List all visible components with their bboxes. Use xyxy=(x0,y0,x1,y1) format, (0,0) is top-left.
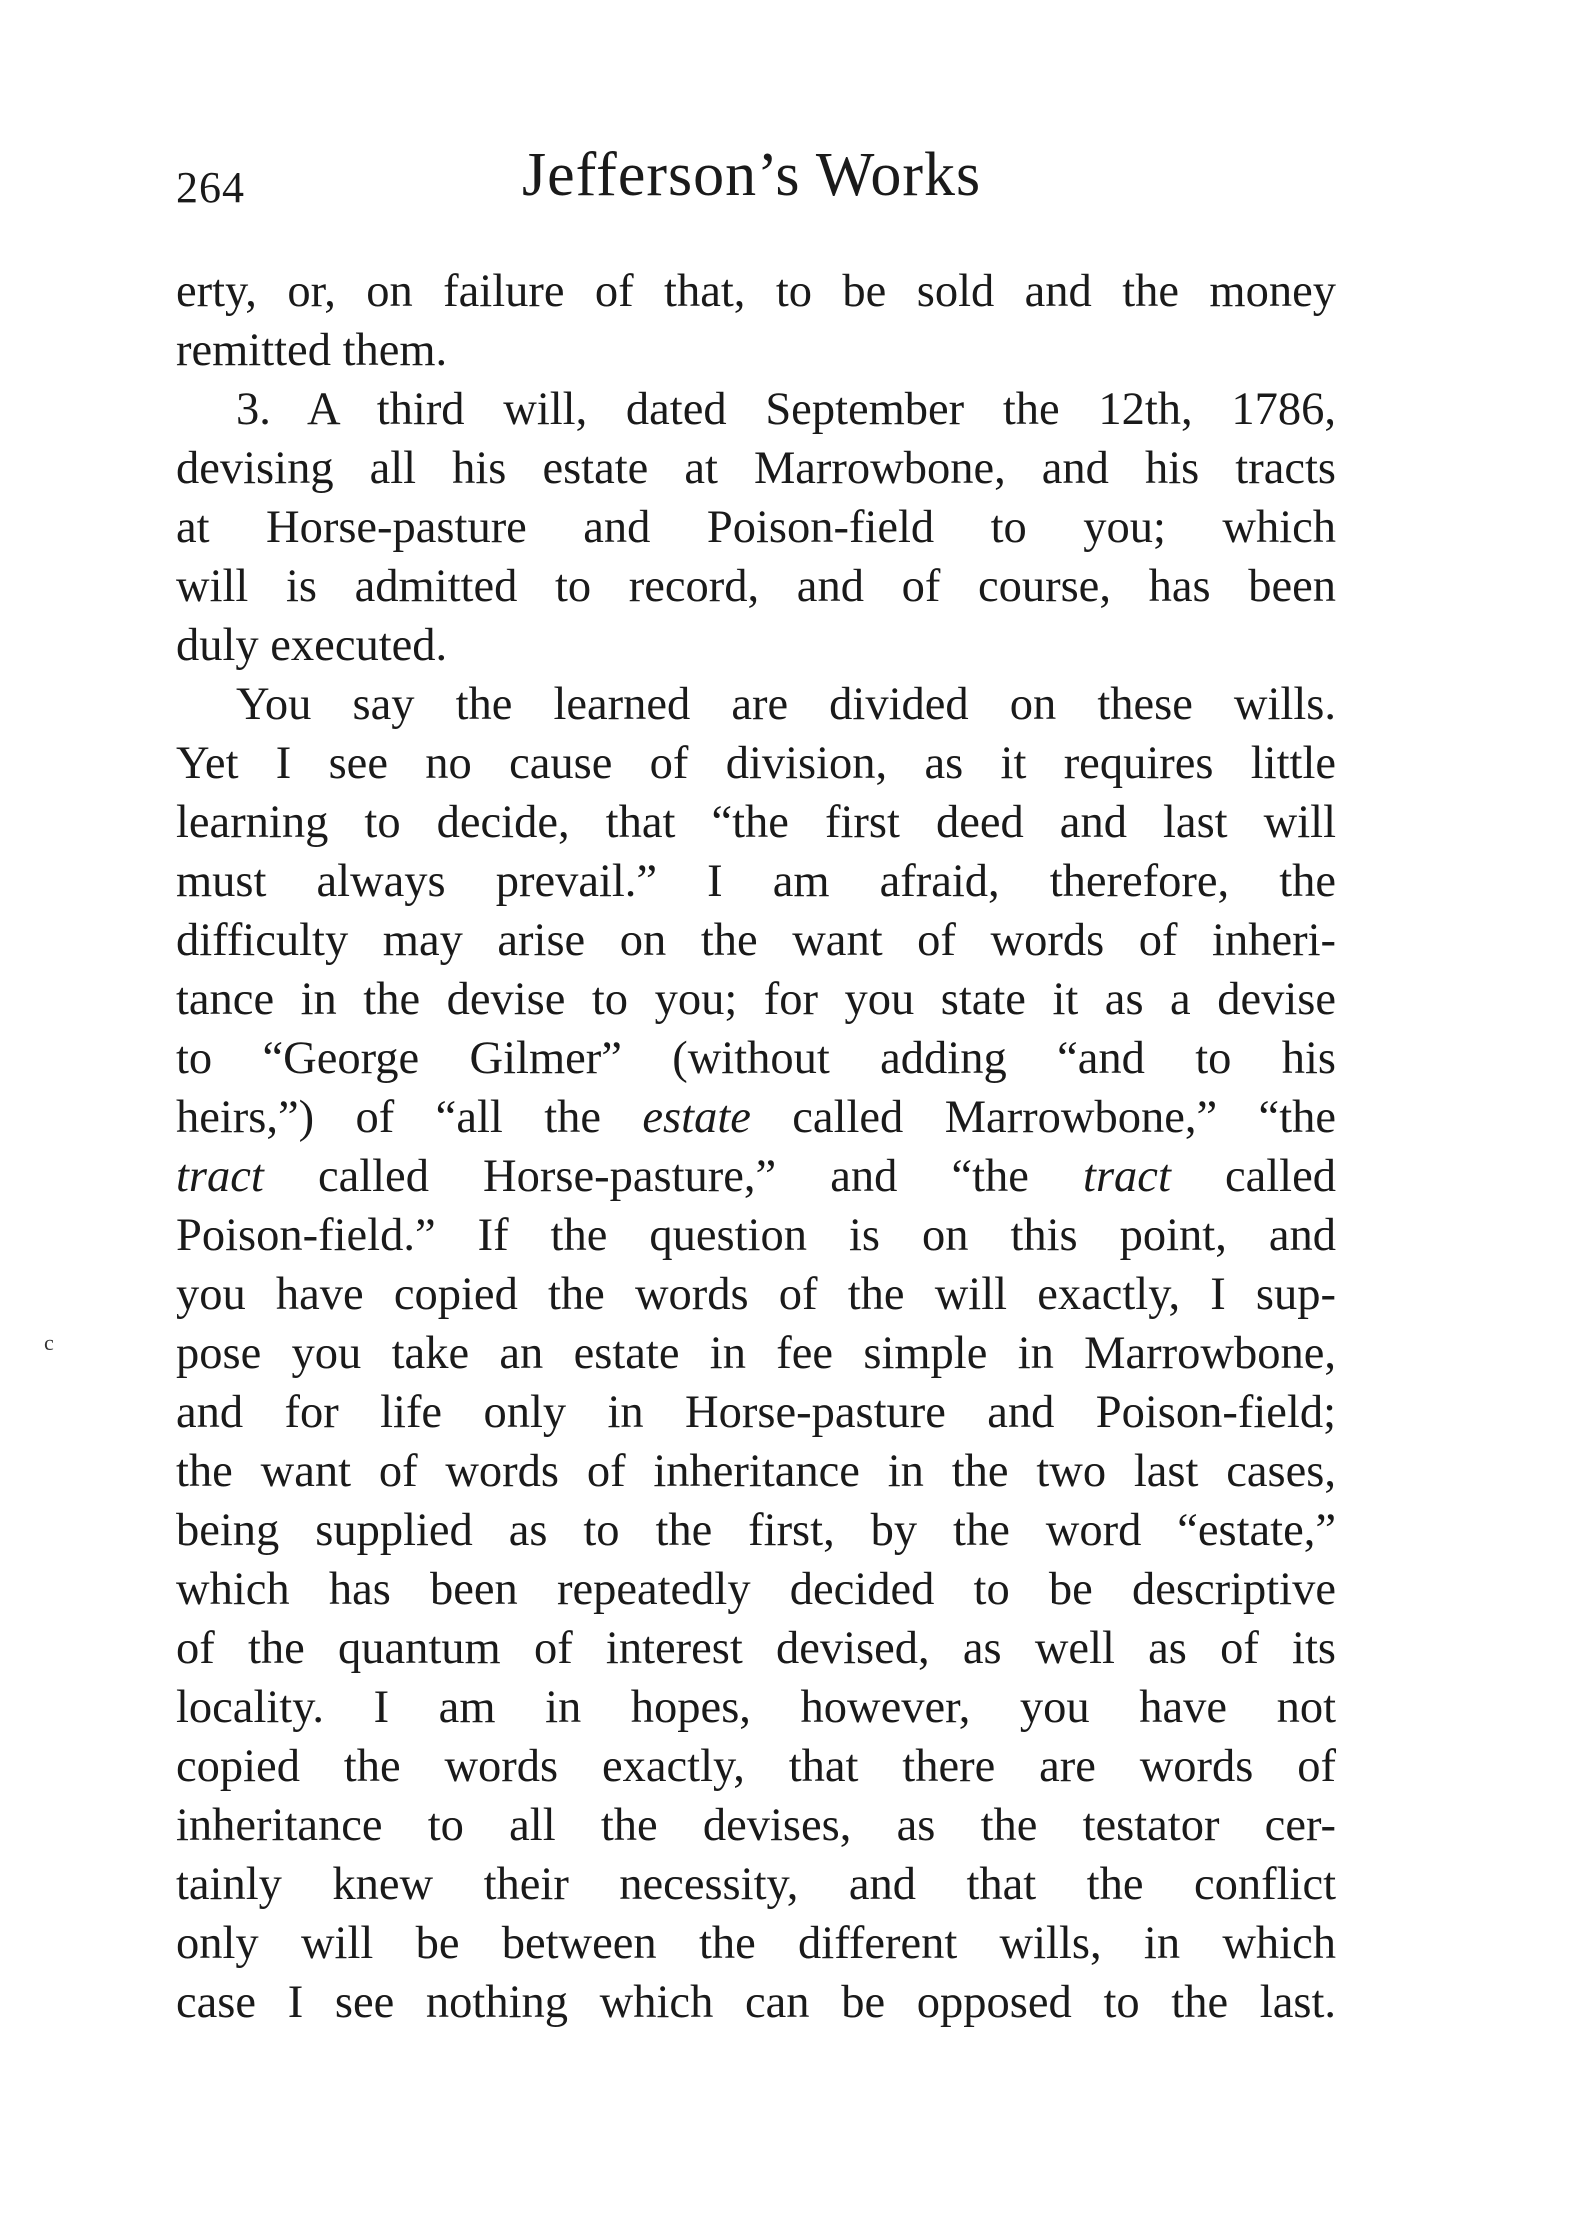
body-text xyxy=(176,262,1336,2032)
text-line: 3. A third will, dated September the 12th, 1786, xyxy=(236,384,1336,435)
text-line xyxy=(176,1147,1336,1206)
text-line: and for life only in Horse-pasture and Poison-field; xyxy=(176,1387,1336,1438)
text-line: devising all his estate at Marrowbone, and his tracts xyxy=(176,443,1336,494)
page-header xyxy=(176,140,1336,230)
text-line: duly executed. xyxy=(176,620,448,671)
text-line: Poison-field.” If the question is on this point, and xyxy=(176,1210,1336,1261)
text-line: inheritance to all the devises, as the testator cer- xyxy=(176,1800,1336,1851)
text-line: learning to decide, that “the first deed and last will xyxy=(176,797,1336,848)
text-segment: called Marrowbone,” “the xyxy=(750,1092,1336,1143)
text-line: being supplied as to the first, by the word “estate,” xyxy=(176,1505,1336,1556)
text-line xyxy=(176,1088,1336,1147)
page-number: 264 xyxy=(176,163,245,212)
italic-word: estate xyxy=(642,1092,751,1143)
text-line: tainly knew their necessity, and that the conflict xyxy=(176,1859,1336,1910)
text-line: you have copied the words of the will exactly, I sup- xyxy=(176,1269,1336,1320)
text-line: You say the learned are divided on these wills. xyxy=(236,679,1336,730)
text-line: difficulty may arise on the want of words of inheri- xyxy=(176,915,1336,966)
text-line: tance in the devise to you; for you state it as a devise xyxy=(176,974,1336,1025)
text-line: copied the words exactly, that there are words of xyxy=(176,1741,1336,1792)
text-line: will is admitted to record, and of course, has been xyxy=(176,561,1336,612)
text-line: of the quantum of interest devised, as well as of its xyxy=(176,1623,1336,1674)
text-line: locality. I am in hopes, however, you have not xyxy=(176,1682,1336,1733)
text-line: at Horse-pasture and Poison-field to you; which xyxy=(176,502,1336,553)
margin-mark: c xyxy=(44,1330,54,1355)
italic-word: tract xyxy=(1083,1151,1171,1202)
text-line: remitted them. xyxy=(176,325,448,376)
text-segment: heirs,”) of “all the xyxy=(176,1092,643,1143)
text-line: only will be between the different wills, in which xyxy=(176,1918,1336,1969)
text-line: pose you take an estate in fee simple in Marrowbone, xyxy=(176,1328,1336,1379)
running-title: Jefferson’s Works xyxy=(522,141,982,209)
text-line: the want of words of inheritance in the two last cases, xyxy=(176,1446,1336,1497)
text-line: which has been repeatedly decided to be descriptive xyxy=(176,1564,1336,1615)
text-segment: called xyxy=(1170,1151,1336,1202)
text-line: Yet I see no cause of division, as it requires little xyxy=(176,738,1336,789)
text-segment: called Horse-pasture,” and “the xyxy=(263,1151,1084,1202)
text-line: case I see nothing which can be opposed to the last. xyxy=(176,1977,1336,2028)
text-line: erty, or, on failure of that, to be sold and the money xyxy=(176,266,1336,317)
text-line: must always prevail.” I am afraid, therefore, the xyxy=(176,856,1336,907)
text-line: to “George Gilmer” (without adding “and to his xyxy=(176,1033,1336,1084)
italic-word: tract xyxy=(176,1151,264,1202)
